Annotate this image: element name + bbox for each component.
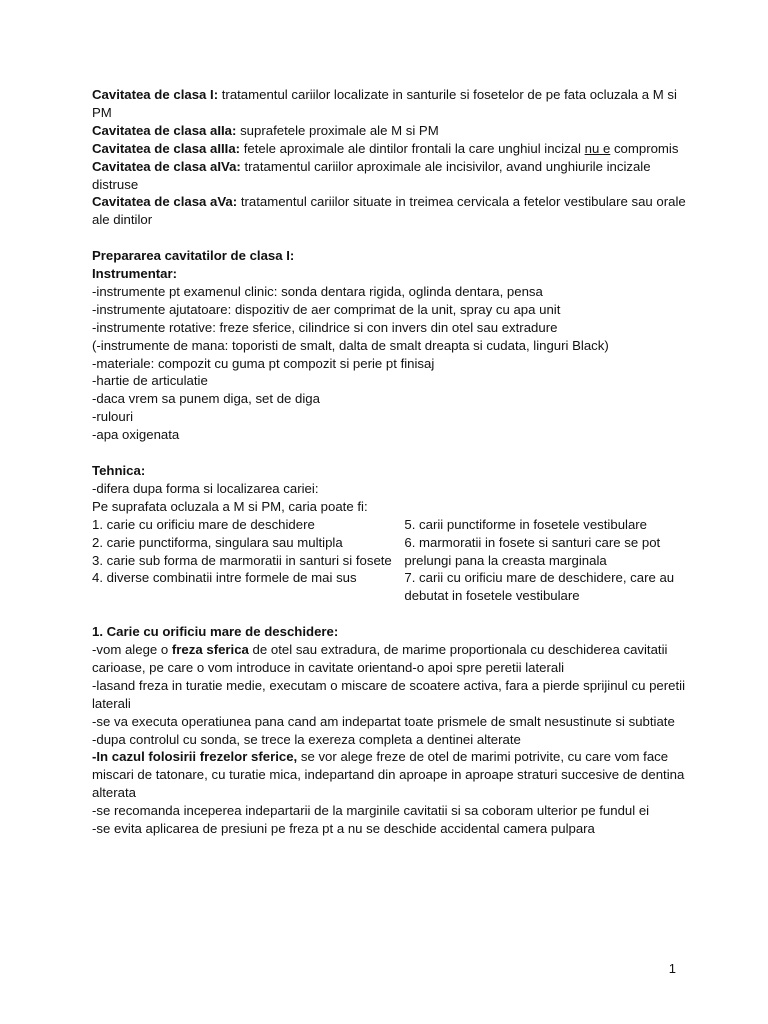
list-item: -instrumente pt examenul clinic: sonda dentara rigida, oglinda dentara, pensa (92, 283, 543, 299)
underlined-text: nu e (584, 140, 611, 156)
left-column (92, 516, 404, 606)
list-item: -hartie de articulatie (92, 373, 208, 389)
class-v-definition (92, 193, 692, 229)
tehnica-heading: Tehnica: (92, 463, 146, 478)
list-item: 7. carii cu orificiu mare de deschidere, care au debutat in fosetele vestibulare (404, 570, 675, 604)
paragraph-text: de otel sau extradura, de marime proportionala cu deschiderea cavitatii carioase, pe care o vom introduce in cavitate orientand-o apoi spre peretii laterali (92, 642, 668, 675)
list-item: 4. diverse combinatii intre formele de mai sus (92, 570, 357, 586)
class-text: compromis (610, 140, 679, 156)
paragraph: -se evita aplicarea de presiuni pe freza pt a nu se deschide accidental camera pulpara (92, 821, 595, 837)
list-item: -daca vrem sa punem diga, set de diga (92, 391, 320, 407)
caries-types-columns (92, 516, 692, 606)
class-label: Cavitatea de clasa aVa: (92, 194, 238, 210)
tehnica-line: -difera dupa forma si localizarea cariei: (92, 480, 319, 496)
class-iii-definition (92, 140, 692, 158)
list-item: -instrumente rotative: freze sferice, cilindrice si con invers din otel sau extradure (92, 319, 558, 335)
class-text: fetele aproximale ale dintilor frontali la care unghiul incizal (240, 140, 585, 156)
class-label: Cavitatea de clasa aIIa: (92, 122, 237, 138)
class-text: tratamentul cariilor localizate in santurile si fosetelor de pe fata ocluzala a M si PM (92, 87, 677, 120)
list-item: -materiale: compozit cu guma pt compozit si perie pt finisaj (92, 355, 435, 371)
paragraph: -se va executa operatiunea pana cand am indepartat toate prismele de smalt nesustinute si subtiate (92, 713, 675, 729)
paragraph-text: se vor alege freze de otel de marimi potrivite, cu care vom face miscari de tatonare, cu turatie mica, indepartand din aproape in aproape straturi succesive de dentina alterata (92, 749, 685, 801)
paragraph: -dupa controlul cu sonda, se trece la exereza completa a dentinei alterate (92, 731, 521, 747)
list-item: -rulouri (92, 409, 134, 425)
bold-term: freza sferica (171, 642, 249, 658)
paragraph-text: -vom alege o (92, 642, 172, 658)
section-heading: Prepararea cavitatilor de clasa I: (92, 248, 295, 264)
list-item: -instrumente ajutatoare: dispozitiv de aer comprimat de la unit, spray cu apa unit (92, 301, 561, 317)
class-label: Cavitatea de clasa aIIIa: (92, 140, 241, 156)
list-item: -apa oxigenata (92, 427, 180, 443)
class-ii-definition (92, 122, 692, 140)
bold-term: -In cazul folosirii frezelor sferice, (92, 749, 298, 765)
list-item: 6. marmoratii in fosete si santuri care se pot prelungi pana la creasta marginala (404, 534, 661, 568)
list-item: 5. carii punctiforme in fosetele vestibulare (404, 516, 648, 532)
list-item: (-instrumente de mana: toporisti de smalt, dalta de smalt dreapta si cudata, linguri Black) (92, 337, 609, 353)
paragraph (92, 641, 692, 677)
paragraph (92, 748, 692, 802)
section-heading: 1. Carie cu orificiu mare de deschidere: (92, 624, 339, 640)
class-text: tratamentul cariilor situate in treimea cervicala a fetelor vestibulare sau orale ale dintilor (92, 194, 686, 228)
paragraph: -se recomanda inceperea indepartarii de la marginile cavitatii si sa coboram ulterior pe fundul ei (92, 803, 650, 819)
paragraph: -lasand freza in turatie medie, executam o miscare de scoatere activa, fara a pierde sprijinul cu peretii laterali (92, 677, 685, 711)
list-item: 3. carie sub forma de marmoratii in santuri si fosete (92, 552, 392, 568)
page-number: 1 (668, 961, 676, 977)
document-page (92, 86, 692, 838)
class-i-definition (92, 86, 692, 122)
list-item: 2. carie punctiforma, singulara sau multipla (92, 534, 343, 550)
class-iv-definition (92, 158, 692, 194)
class-text: suprafetele proximale ale M si PM (236, 122, 439, 138)
list-item: 1. carie cu orificiu mare de deschidere (92, 516, 315, 532)
class-label: Cavitatea de clasa I: (92, 87, 219, 102)
right-column (404, 516, 692, 606)
class-text: tratamentul cariilor aproximale ale incisivilor, avand unghiurile incizale distruse (92, 158, 651, 192)
tehnica-line: Pe suprafata ocluzala a M si PM, caria poate fi: (92, 498, 368, 514)
class-label: Cavitatea de clasa aIVa: (92, 158, 241, 174)
instrumentar-heading: Instrumentar: (92, 266, 177, 282)
